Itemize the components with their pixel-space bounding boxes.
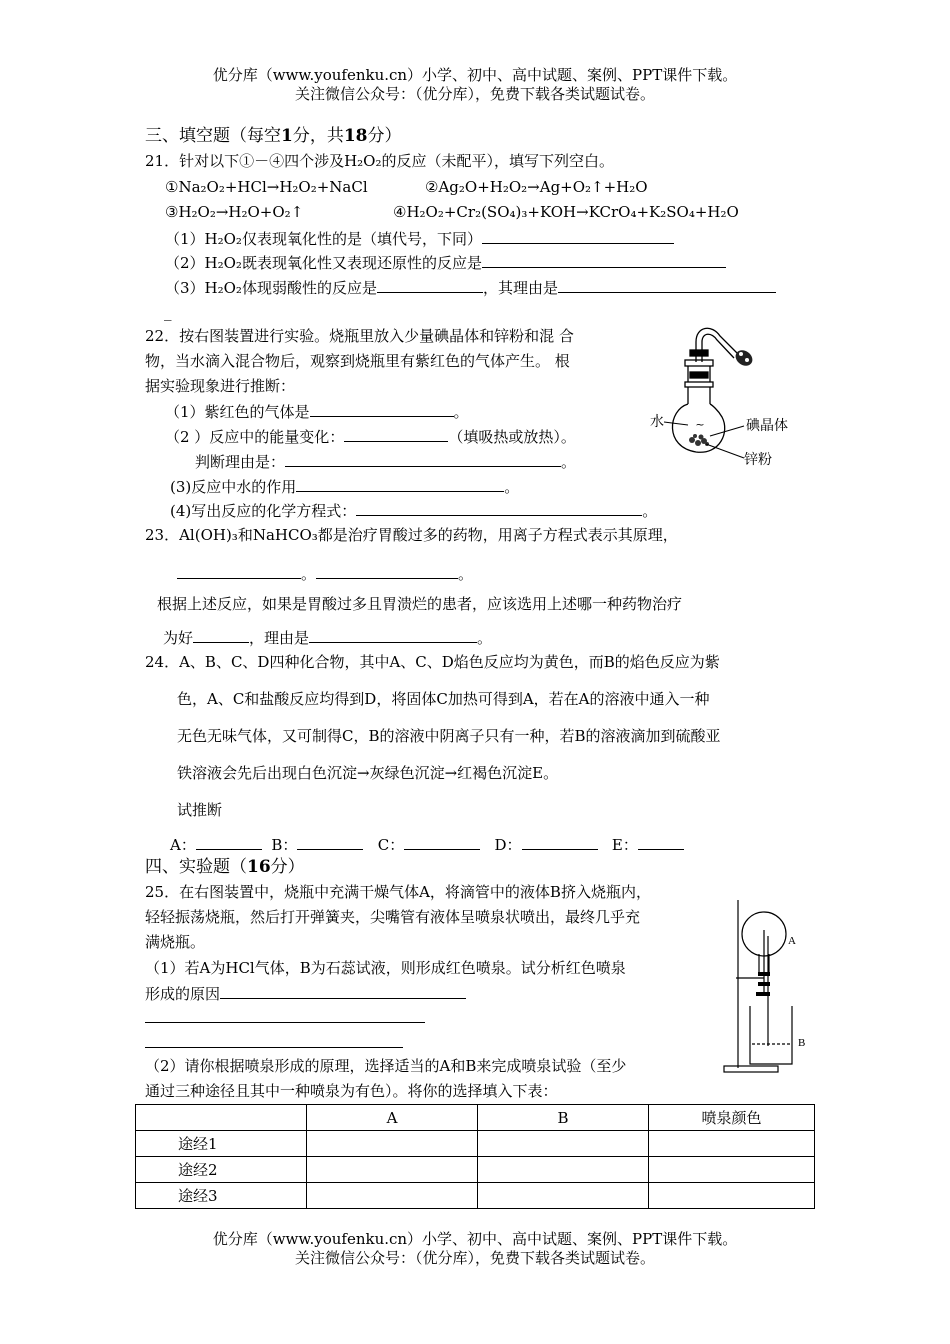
answer-blank[interactable] bbox=[310, 401, 454, 417]
table-row bbox=[136, 1157, 815, 1183]
label-b: B bbox=[798, 1037, 806, 1049]
label-water: 水 bbox=[650, 413, 664, 429]
answer-cell[interactable] bbox=[478, 1183, 649, 1209]
q24-line-2: 色，A、C和盐酸反应均得到D，将固体C加热可得到A，若在A的溶液中通入一种 bbox=[177, 690, 710, 708]
q25-line-3: 满烧瓶。 bbox=[145, 933, 206, 951]
answer-blank[interactable] bbox=[377, 277, 483, 293]
q25-line-5: 形成的原因 bbox=[145, 983, 466, 1004]
q22-line-3: 据实验现象进行推断： bbox=[145, 377, 296, 395]
answer-blank[interactable] bbox=[285, 451, 561, 467]
header-cell-color: 喷泉颜色 bbox=[649, 1105, 815, 1131]
q22-part-2: （2 ）反应中的能量变化： （填吸热或放热）。 bbox=[165, 428, 576, 446]
answer-line[interactable] bbox=[145, 1047, 403, 1048]
q23-line-1: 23．Al(OH)₃和NaHCO₃都是治疗胃酸过多的药物，用离子方程式表示其原理， bbox=[145, 526, 678, 544]
table-row bbox=[136, 1183, 815, 1209]
answer-blank[interactable] bbox=[220, 983, 466, 999]
table-header-row bbox=[136, 1105, 815, 1131]
q24-answers: A： B： C： D： E： bbox=[170, 834, 684, 855]
q25-line-6: （2）请你根据喷泉形成的原理，选择适当的A和B来完成喷泉试验（至少 bbox=[145, 1057, 627, 1075]
q22-part-3: (3)反应中水的作用 。 bbox=[170, 478, 520, 496]
answer-blank[interactable] bbox=[344, 426, 448, 442]
q21-trailing-blank: _ bbox=[164, 303, 172, 321]
answer-cell[interactable] bbox=[649, 1183, 815, 1209]
answer-table bbox=[135, 1104, 815, 1209]
answer-blank-b[interactable] bbox=[297, 834, 363, 850]
answer-cell[interactable] bbox=[478, 1157, 649, 1183]
q22-part-4: (4)写出反应的化学方程式： 。 bbox=[170, 502, 658, 520]
q21-reaction-1: ①Na₂O₂+HCl→H₂O₂+NaCl bbox=[165, 178, 368, 196]
answer-blank[interactable] bbox=[482, 252, 726, 268]
answer-blank[interactable] bbox=[177, 563, 301, 579]
beaker bbox=[750, 1006, 792, 1064]
header-line-1: 优分库（www.youfenku.cn）小学、初中、高中试题、案例、PPT课件下载。 bbox=[212, 66, 738, 84]
answer-blank-c[interactable] bbox=[404, 834, 480, 850]
answer-blank[interactable] bbox=[296, 476, 504, 492]
rubber-bulb-icon bbox=[733, 347, 756, 369]
q25-line-4: （1）若A为HCl气体，B为石蕊试液，则形成红色喷泉。试分析红色喷泉 bbox=[145, 959, 626, 977]
header-cell-a: A bbox=[307, 1105, 478, 1131]
answer-blank[interactable] bbox=[309, 627, 477, 643]
answer-cell[interactable] bbox=[307, 1157, 478, 1183]
q21-stem: 21．针对以下①－④四个涉及H₂O₂的反应（未配平），填写下列空白。 bbox=[145, 152, 614, 170]
q21-sub-2: （2）H₂O₂既表现氧化性又表现还原性的反应是 bbox=[165, 252, 726, 273]
section-3-title: 三、填空题（每空1分，共18分） bbox=[145, 126, 402, 146]
row-label: 途经2 bbox=[136, 1157, 307, 1183]
q22-line-1: 22．按右图装置进行实验。烧瓶里放入少量碘晶体和锌粉和混 合 bbox=[145, 327, 574, 345]
stand-base bbox=[724, 1066, 778, 1072]
answer-cell[interactable] bbox=[649, 1131, 815, 1157]
answer-blank[interactable] bbox=[316, 563, 458, 579]
table-row bbox=[136, 1131, 815, 1157]
answer-cell[interactable] bbox=[307, 1183, 478, 1209]
q23-equation-blanks: 。 。 bbox=[177, 563, 473, 584]
q24-line-4: 铁溶液会先后出现白色沉淀→灰绿色沉淀→红褐色沉淀E。 bbox=[177, 764, 559, 782]
answer-cell[interactable] bbox=[649, 1157, 815, 1183]
answer-blank[interactable] bbox=[356, 500, 642, 516]
fountain-apparatus-figure bbox=[718, 896, 818, 1076]
q24-line-5: 试推断 bbox=[177, 801, 223, 819]
answer-blank[interactable] bbox=[482, 228, 674, 244]
footer-line-1: 优分库（www.youfenku.cn）小学、初中、高中试题、案例、PPT课件下载。 bbox=[212, 1230, 738, 1248]
q21-reaction-3: ③H₂O₂→H₂O+O₂↑ bbox=[165, 203, 304, 221]
footer-line-2: 关注微信公众号：（优分库），免费下载各类试题试卷。 bbox=[294, 1249, 655, 1267]
q25-line-1: 25．在右图装置中，烧瓶中充满干燥气体A，将滴管中的液体B挤入烧瓶内， bbox=[145, 883, 651, 901]
header-cell-blank bbox=[136, 1105, 307, 1131]
label-zinc: 锌粉 bbox=[744, 451, 772, 467]
q22-part-2-reason: 判断理由是： 。 bbox=[195, 453, 577, 471]
label-iodine: 碘晶体 bbox=[746, 417, 788, 433]
q21-reaction-4: ④H₂O₂+Cr₂(SO₄)₃+KOH→KCrO₄+K₂SO₄+H₂O bbox=[393, 203, 739, 221]
q25-line-7: 通过三种途径且其中一种喷泉为有色）。将你的选择填入下表： bbox=[145, 1082, 558, 1100]
answer-blank[interactable] bbox=[558, 277, 776, 293]
answer-cell[interactable] bbox=[478, 1131, 649, 1157]
answer-blank[interactable] bbox=[193, 627, 249, 643]
q21-reaction-2: ②Ag₂O+H₂O₂→Ag+O₂↑+H₂O bbox=[425, 178, 648, 196]
q21-sub-1: （1）H₂O₂仅表现氧化性的是（填代号，下同） bbox=[165, 228, 674, 249]
answer-blank-e[interactable] bbox=[638, 834, 684, 850]
answer-blank-a[interactable] bbox=[196, 834, 262, 850]
dropping-funnel bbox=[690, 328, 738, 378]
header-line-2: 关注微信公众号：（优分库），免费下载各类试题试卷。 bbox=[294, 85, 655, 103]
q22-line-2: 物，当水滴入混合物后，观察到烧瓶里有紫红色的气体产生。 根 bbox=[145, 352, 570, 370]
answer-cell[interactable] bbox=[307, 1131, 478, 1157]
q24-line-1: 24．A、B、C、D四种化合物，其中A、C、D焰色反应均为黄色，而B的焰色反应为紫 bbox=[145, 653, 720, 671]
q23-line-2: 根据上述反应，如果是胃酸过多且胃溃烂的患者，应该选用上述哪一种药物治疗 bbox=[157, 595, 683, 613]
iodine-zinc-apparatus-figure bbox=[640, 322, 790, 472]
q23-line-3: 为好 ，理由是 。 bbox=[163, 629, 493, 647]
svg-text:~: ~ bbox=[695, 418, 705, 431]
q21-sub-3: （3）H₂O₂体现弱酸性的反应是 ，其理由是 bbox=[165, 277, 776, 298]
answer-blank-d[interactable] bbox=[522, 834, 598, 850]
label-a: A bbox=[788, 935, 796, 947]
q22-part-1: （1）紫红色的气体是 。 bbox=[165, 403, 469, 421]
q24-line-3: 无色无味气体，又可制得C，B的溶液中阴离子只有一种，若B的溶液滴加到硫酸亚 bbox=[177, 727, 721, 745]
q25-line-2: 轻轻振荡烧瓶，然后打开弹簧夹，尖嘴管有液体呈喷泉状喷出，最终几乎充 bbox=[145, 908, 641, 926]
row-label: 途经1 bbox=[136, 1131, 307, 1157]
row-label: 途经3 bbox=[136, 1183, 307, 1209]
answer-line[interactable] bbox=[145, 1022, 425, 1023]
header-cell-b: B bbox=[478, 1105, 649, 1131]
section-4-title: 四、实验题（16分） bbox=[145, 857, 305, 877]
